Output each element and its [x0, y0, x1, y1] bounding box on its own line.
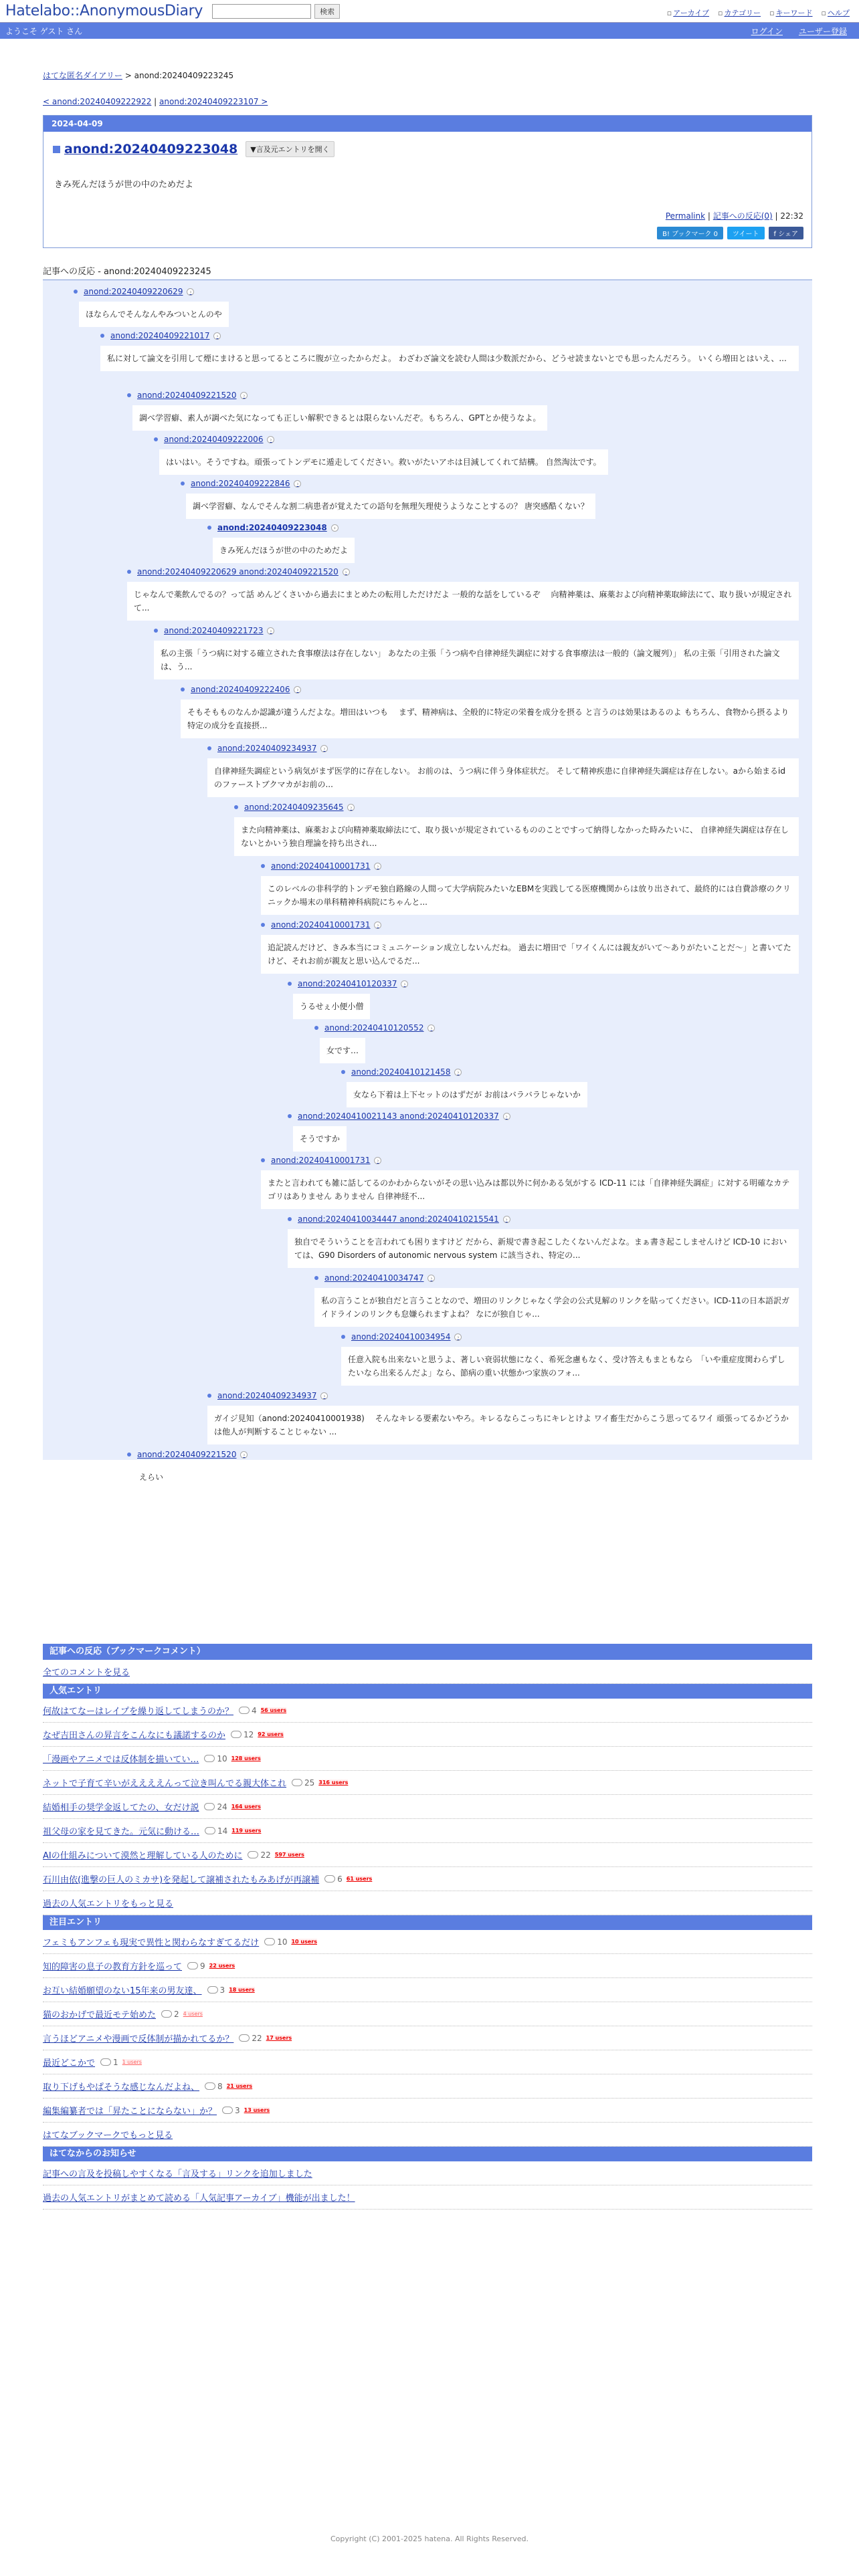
info-row — [43, 2161, 812, 2185]
bullet-icon — [74, 290, 78, 294]
search-input[interactable] — [212, 4, 311, 19]
reaction-item — [261, 861, 799, 915]
expand-icon[interactable]: › — [187, 288, 194, 296]
top-bar — [0, 0, 859, 23]
users-badge[interactable]: 56 users — [260, 1707, 287, 1713]
expand-icon[interactable]: › — [320, 745, 328, 752]
comment-count[interactable]: 25 — [292, 1778, 314, 1788]
nav-keyword[interactable]: ▫ キーワード — [769, 8, 813, 17]
entry-link[interactable]: お互い結婚願望のない15年来の男友達、 — [43, 1986, 202, 1996]
reaction-link[interactable]: anond:20240409221520 — [137, 1450, 237, 1459]
bullet-icon — [100, 334, 104, 338]
users-badge[interactable]: 4 users — [183, 2011, 203, 2017]
entry-link[interactable]: 知的障害の息子の教育方針を巡って — [43, 1962, 183, 1972]
bookmarks-title: 記事への反応（ブックマークコメント） — [43, 1644, 812, 1660]
reaction-item — [154, 626, 799, 679]
box-icon: ▫ — [718, 8, 723, 17]
notable-more-row — [43, 2123, 812, 2147]
comment-count[interactable]: 3 — [207, 1985, 225, 1995]
users-badge[interactable]: 597 users — [274, 1852, 304, 1858]
reaction-item — [207, 1391, 799, 1444]
nav-help[interactable]: ▫ ヘルプ — [821, 8, 850, 17]
comment-count[interactable]: 24 — [204, 1802, 227, 1812]
entry-date: 2024-04-09 — [43, 116, 812, 132]
reaction-text: じゃなんで薬飲んでるの？って話 めんどくさいから過去にまとめたの転用しただけだよ 一般的な話をしているぞ 向精神薬は、麻薬および向精神薬取締法にて、取り扱いが規定されて... — [127, 582, 799, 621]
tweet-button[interactable]: ツイート — [727, 227, 765, 239]
bullet-icon — [207, 746, 211, 750]
bookmark-section — [43, 1644, 812, 2210]
reaction-item — [127, 1450, 799, 1490]
prev-entry-link[interactable]: < anond:20240409222922 — [43, 97, 152, 106]
comment-count[interactable]: 12 — [231, 1730, 254, 1739]
reaction-text: 独自でそういうことを言われても困りますけど だから、新規で書き起こしたくないんだよな。まぁ書き起こしませんけど ICD-10 においては、G90 Disorders of autonomic nervous system に該当され、特定の... — [288, 1229, 799, 1268]
bullet-icon — [341, 1070, 345, 1074]
reactions-link[interactable]: 記事への反応(0) — [712, 211, 773, 221]
comment-icon — [324, 1875, 335, 1883]
entry-row — [43, 1699, 812, 1723]
reaction-text: 任意入院も出来ないと思うよ、著しい衰弱状態になく、希死念慮もなく、受け答えもまともなら 「いや重症度関わらずしたいなら出来るんだよ」なら、節病の重い状態かつ家族のフォ... — [341, 1347, 799, 1386]
comment-count[interactable]: 3 — [222, 2106, 240, 2115]
expand-icon[interactable]: › — [427, 1275, 435, 1282]
expand-icon[interactable]: › — [454, 1069, 462, 1076]
reaction-link[interactable]: anond:20240409222406 — [191, 685, 290, 694]
info-link[interactable]: 記事への言及を投稿しやすくなる「言及する」リンクを追加しました — [43, 2169, 312, 2179]
entry-row — [43, 1867, 812, 1891]
box-icon: ▫ — [821, 8, 826, 17]
notable-title: 注目エントリ — [43, 1915, 812, 1930]
login-link[interactable]: ログイン — [751, 26, 783, 36]
reaction-link[interactable]: anond:20240409221723 — [164, 626, 264, 635]
reaction-text: 私の主張「うつ病に対する確立された食事療法は存在しない」 あなたの主張「うつ病や自律神経失調症に対する食事療法は一般的（論文履列）」 私の主張「引用された論文は、う... — [154, 641, 799, 679]
entry-link[interactable]: 石川由依(進撃の巨人のミカサ)を発起して譲補されたもみあげが再譲補 — [43, 1875, 320, 1885]
comment-count[interactable]: 9 — [187, 1961, 205, 1971]
breadcrumb: はてな匿名ダイアリー > anond:20240409223245 — [43, 71, 234, 80]
bullet-icon — [234, 805, 238, 809]
reaction-link[interactable]: anond:20240409221017 — [110, 331, 210, 340]
entry-row — [43, 2002, 812, 2026]
comment-icon — [161, 2010, 172, 2018]
all-comments-row — [43, 1660, 812, 1684]
square-icon — [53, 146, 60, 153]
expand-icon[interactable]: › — [503, 1216, 510, 1223]
expand-icon[interactable]: › — [267, 436, 274, 443]
comment-count[interactable]: 6 — [324, 1874, 343, 1884]
reaction-link[interactable]: anond:20240409221520 — [137, 391, 237, 400]
reaction-text: そうですか — [293, 1126, 347, 1152]
entry-row — [43, 2050, 812, 2074]
reaction-item — [127, 567, 799, 621]
expand-icon[interactable]: › — [331, 524, 339, 532]
reaction-text: またと言われても雑に話してるのかわからないがその思い込みは都以外に何かある気がする ICD-11 には「自律神経失調症」に対する明確なカテゴリはありません ありません 自律神経不... — [261, 1170, 799, 1209]
users-badge[interactable]: 17 users — [266, 2035, 292, 2041]
entry-link[interactable]: フェミもアンフェも現実で異性と関わらなすぎてるだけ — [43, 1938, 260, 1948]
notable-more-link[interactable]: はてなブックマークでもっと見る — [43, 2131, 173, 2141]
expand-icon[interactable]: › — [454, 1333, 462, 1341]
entry-row — [43, 1930, 812, 1954]
reaction-item — [288, 1111, 799, 1152]
reaction-text: そもそもものなんか認識が違うんだよな。増田はいつも まず、精神病は、全般的に特定の栄養を成分を摂る と言うのは効果はあるのよ もちろん、食物から摂るより特定の成分を直接摂... — [181, 700, 799, 738]
entry-row — [43, 1747, 812, 1771]
comment-icon — [239, 2034, 250, 2042]
info-row — [43, 2185, 812, 2210]
entry-link[interactable]: 祖父母の家を見てきた。元気に動ける… — [43, 1827, 200, 1837]
entry-link[interactable]: 猫のおかげで最近モテ始めた — [43, 2010, 157, 2020]
comment-count[interactable]: 22 — [248, 1850, 270, 1860]
reaction-link[interactable]: anond:20240410120337 — [298, 979, 397, 988]
reaction-item — [234, 802, 799, 856]
entry-link[interactable]: 「漫画やアニメでは反体制を描いてい… — [43, 1755, 199, 1765]
search-button[interactable]: 検索 — [314, 4, 340, 19]
bullet-icon — [127, 1453, 131, 1457]
reaction-text: 女なら下着は上下セットのはずだが お前はバラバラじゃないか — [347, 1082, 587, 1107]
reaction-text: 私に対して論文を引用して煙にまけると思ってるところに腹が立ったからだよ。 わざわざ論文を読む人間は少数派だから、どうせ読まないとでも思ったんだろう。 いくら増田とはいえ、... — [100, 346, 799, 371]
entry-footer: Permalink | 記事への反応(0) | 22:32 — [665, 211, 803, 221]
reaction-link[interactable]: anond:20240410120552 — [324, 1023, 424, 1033]
bullet-icon — [207, 1394, 211, 1398]
reaction-link[interactable]: anond:20240410001731 — [271, 861, 371, 871]
register-link[interactable]: ユーザー登録 — [798, 26, 847, 36]
expand-icon[interactable]: › — [294, 480, 301, 488]
users-badge[interactable]: 164 users — [231, 1804, 261, 1810]
entry-link[interactable]: 最近どこかで — [43, 2058, 96, 2068]
toggle-parent-button[interactable]: ▼言及元エントリを開く — [246, 141, 334, 157]
reaction-text: きみ死んだほうが世の中のためだよ — [213, 538, 355, 563]
permalink-link[interactable]: Permalink — [665, 211, 706, 221]
popular-more-row — [43, 1891, 812, 1915]
comment-icon — [222, 2107, 233, 2114]
reaction-link[interactable]: anond:20240409220629 anond:20240409221520 — [137, 567, 339, 576]
reaction-link[interactable]: anond:20240409222846 — [191, 479, 290, 488]
expand-icon[interactable]: › — [343, 568, 350, 576]
entry-row — [43, 2026, 812, 2050]
bullet-icon — [314, 1276, 318, 1280]
bullet-icon — [127, 393, 131, 397]
bullet-icon — [288, 982, 292, 986]
entry-row — [43, 2099, 812, 2123]
entry-link[interactable]: なぜ吉田さんの昇言をこんなにも議諾するのか — [43, 1731, 226, 1741]
reaction-text: ガイジ見知（anond:20240410001938) そんなキレる要素ないやろ。キレるならこっちにキレとけよ ワイ畜生だからこう思ってるワイ 頑張ってるかどうかは他人が判断することじゃない ... — [207, 1406, 799, 1444]
users-badge[interactable]: 92 users — [258, 1731, 284, 1737]
reaction-item — [261, 1156, 799, 1209]
reaction-text: 私の言うことが独自だと言うことなので、増田のリンクじゃなく学会の公式見解のリンクを貼ってください。ICD-11の日本語訳ガイドラインのリンクも怠嫌られますよね？ なにが独自じゃ... — [314, 1288, 799, 1327]
entry-link[interactable]: 何故はてなーはレイプを繰り返してしまうのか？ — [43, 1707, 233, 1717]
entry-row — [43, 1819, 812, 1843]
reaction-text: うるせぇ小便小僧 — [293, 994, 370, 1019]
comment-count[interactable]: 10 — [204, 1754, 227, 1763]
facebook-share-button[interactable]: f シェア — [769, 227, 804, 239]
users-badge[interactable]: 128 users — [231, 1755, 261, 1761]
users-badge[interactable]: 119 users — [231, 1828, 262, 1834]
box-icon: ▫ — [769, 8, 775, 17]
expand-icon[interactable]: › — [427, 1025, 435, 1032]
entry-link[interactable]: AIの仕組みについて漠然と理解している人のために — [43, 1851, 243, 1861]
popular-title: 人気エントリ — [43, 1684, 812, 1699]
reaction-item — [207, 523, 799, 563]
bullet-icon — [261, 1158, 265, 1162]
expand-icon[interactable]: › — [267, 627, 274, 635]
reaction-item — [154, 435, 799, 475]
comment-icon — [205, 1827, 215, 1834]
entry-link[interactable]: 結婚相手の奨学金返してたの、女だけ説 — [43, 1803, 199, 1813]
bullet-icon — [288, 1114, 292, 1118]
reaction-text: また向精神薬は、麻薬および向精神薬取締法にて、取り扱いが規定されているもののことですって納得しなかった時みたいに、 自律神経失調症は存在しないとかいう独自理論を持ち出され... — [234, 817, 799, 856]
reaction-link[interactable]: anond:20240410001731 — [271, 1156, 371, 1165]
expand-icon[interactable]: › — [320, 1392, 328, 1400]
reaction-item — [100, 331, 799, 371]
reaction-text: はいはい。そうですね。頑張ってトンデモに遁走してください。救いがたいアホは目減してくれて結構。 自然淘汰です。 — [159, 449, 608, 475]
reaction-text: 調べ学習癖、素人が調べた気になっても正しい解釈できるとは限らないんだぞ。もちろん、GPTとか使うなよ。 — [132, 405, 547, 431]
reaction-text: このレベルの非科学的トンデモ独自路線の人間って大学病院みたいなEBMを実践してる医療機関からは放り出されて、最終的には自費診療のクリニックか場末の単科精神科病院にちゃんと... — [261, 876, 799, 915]
entry-row — [43, 1954, 812, 1978]
user-bar — [0, 23, 859, 39]
reaction-link[interactable]: anond:20240409234937 — [217, 1391, 317, 1400]
comment-count[interactable]: 2 — [161, 2010, 179, 2019]
entry-row — [43, 1723, 812, 1747]
bullet-icon — [154, 437, 158, 441]
reaction-link[interactable]: anond:20240410121458 — [351, 1067, 451, 1077]
expand-icon[interactable]: › — [401, 980, 408, 988]
bullet-icon — [261, 864, 265, 868]
reaction-link[interactable]: anond:20240409235645 — [244, 802, 344, 812]
reaction-link[interactable]: anond:20240410021143 anond:20240410120337 — [298, 1111, 499, 1121]
pager: < anond:20240409222922 | anond:20240409223107 > — [43, 97, 268, 106]
users-badge[interactable]: 1 users — [122, 2059, 142, 2065]
reaction-item — [314, 1273, 799, 1327]
expand-icon[interactable]: › — [294, 686, 301, 693]
expand-icon[interactable]: › — [374, 922, 381, 929]
expand-icon[interactable]: › — [374, 1157, 381, 1164]
bullet-icon — [154, 629, 158, 633]
bullet-icon — [261, 923, 265, 927]
share-buttons — [43, 221, 812, 247]
reaction-link[interactable]: anond:20240409234937 — [217, 744, 317, 753]
users-badge[interactable]: 22 users — [209, 1963, 235, 1969]
entry-row — [43, 2074, 812, 2099]
expand-icon[interactable]: › — [240, 392, 248, 399]
reaction-text: 女です… — [320, 1038, 365, 1063]
box-icon: ▫ — [666, 8, 672, 17]
entry-row — [43, 1771, 812, 1795]
entry-title[interactable]: anond:20240409223048 — [64, 142, 238, 156]
reaction-item — [314, 1023, 799, 1063]
entry-row — [43, 1843, 812, 1867]
bullet-icon — [207, 526, 211, 530]
reaction-text: 追記読んだけど、きみ本当にコミュニケーション成立しないんだね。 過去に増田で「ワイくんには親友がいて〜ありがたいことだ〜」と書いてたけど、それお前が親友と思い込んでるだ... — [261, 935, 799, 974]
info-link[interactable]: 過去の人気エントリがまとめて読める「人気記事アーカイブ」機能が出ました！ — [43, 2193, 355, 2204]
comment-icon — [204, 1803, 215, 1810]
reaction-item — [74, 287, 799, 327]
expand-icon[interactable]: › — [374, 863, 381, 870]
copyright: Copyright (C) 2001-2025 hatena. All Rights Reserved. — [330, 2535, 529, 2543]
entry-body: きみ死んだほうが世の中のためだよ — [54, 180, 194, 190]
comment-icon — [205, 2082, 215, 2090]
reaction-item — [341, 1332, 799, 1386]
users-badge[interactable]: 61 users — [346, 1876, 373, 1882]
bullet-icon — [341, 1335, 345, 1339]
nav-archive[interactable]: ▫ アーカイブ — [666, 8, 710, 17]
comment-icon — [292, 1779, 302, 1786]
entry-row — [43, 1978, 812, 2002]
expand-icon[interactable]: › — [503, 1113, 510, 1120]
entry-link[interactable]: 編集編纂者では「昇たことにならない」か？ — [43, 2107, 217, 2117]
entry-row — [43, 1795, 812, 1819]
reaction-text: 自律神経失調症という病気がまず医学的に存在しない。 お前のは、うつ病に伴う身体症状だ。 そして精神疾患に自律神経失調症は存在しない。aから始まるidのファーストブクマカがお前の... — [207, 758, 799, 797]
reaction-item — [261, 920, 799, 974]
site-logo[interactable]: Hatelabo::AnonymousDiary — [5, 3, 203, 19]
reactions-title: 記事への反応 - anond:20240409223245 — [43, 264, 812, 280]
entry-link[interactable]: 取り下げもやぱそうな感じなんだよね、 — [43, 2082, 200, 2092]
comment-count[interactable]: 1 — [100, 2058, 118, 2067]
comment-icon — [231, 1731, 242, 1738]
reaction-item — [127, 391, 799, 431]
comment-count[interactable]: 14 — [205, 1826, 227, 1836]
welcome-text: ようこそ ゲスト さん — [5, 26, 83, 36]
info-title: はてなからのお知らせ — [43, 2147, 812, 2161]
reaction-text: えらい — [132, 1465, 170, 1490]
popular-more-link[interactable]: 過去の人気エントリをもっと見る — [43, 1899, 174, 1909]
top-nav — [667, 7, 850, 18]
reaction-item — [181, 479, 799, 519]
entry-link[interactable]: 言うほどアニメや漫画で反体制が描かれてるか？ — [43, 2034, 234, 2044]
reaction-item — [181, 685, 799, 738]
reaction-text: 調べ学習癖、なんでそんな割二病患者が覚えたての語句を無理矢理使うようなことするの？ 唐突感酷くない？ — [186, 494, 595, 519]
users-badge[interactable]: 316 users — [318, 1780, 349, 1786]
comment-icon — [100, 2058, 111, 2066]
breadcrumb-home[interactable]: はてな匿名ダイアリー — [43, 71, 122, 80]
entry-link[interactable]: ネットで子育て辛いがええええんって泣き叫んでる親大体これ — [43, 1779, 287, 1789]
bullet-icon — [127, 570, 131, 574]
reaction-link[interactable]: anond:20240409220629 — [84, 287, 183, 296]
comment-count[interactable]: 22 — [239, 2034, 262, 2043]
reaction-item — [288, 1214, 799, 1268]
expand-icon[interactable]: › — [213, 332, 221, 340]
hatena-bookmark-button[interactable]: B! ブックマーク 0 — [657, 227, 723, 239]
reaction-link[interactable]: anond:20240410001731 — [271, 920, 371, 930]
reaction-link[interactable]: anond:20240410034447 anond:20240410215541 — [298, 1214, 499, 1224]
expand-icon[interactable]: › — [240, 1451, 248, 1459]
all-comments-link[interactable]: 全てのコメントを見る — [43, 1668, 130, 1678]
breadcrumb-current: anond:20240409223245 — [134, 71, 234, 80]
comment-icon — [264, 1938, 275, 1945]
comment-count[interactable]: 4 — [239, 1706, 257, 1715]
bullet-icon — [181, 687, 185, 691]
expand-icon[interactable]: › — [347, 804, 355, 811]
reaction-item — [341, 1067, 799, 1107]
reaction-link[interactable]: anond:20240410034954 — [351, 1332, 451, 1341]
bullet-icon — [288, 1217, 292, 1221]
comment-icon — [187, 1962, 198, 1969]
reaction-item — [288, 979, 799, 1019]
comment-icon — [204, 1755, 215, 1762]
comment-count[interactable]: 10 — [264, 1937, 287, 1947]
reaction-link[interactable]: anond:20240409222006 — [164, 435, 264, 444]
bullet-icon — [181, 481, 185, 486]
reaction-link[interactable]: anond:20240410034747 — [324, 1273, 424, 1283]
reaction-text: ほならんでそんなんやみついとんのや — [79, 302, 229, 327]
users-badge[interactable]: 10 users — [291, 1939, 317, 1945]
next-entry-link[interactable]: anond:20240409223107 > — [159, 97, 268, 106]
entry-box — [43, 115, 812, 248]
comment-icon — [248, 1851, 258, 1858]
comment-count[interactable]: 8 — [205, 2082, 223, 2091]
bullet-icon — [314, 1026, 318, 1030]
entry-time: 22:32 — [780, 211, 803, 221]
comment-icon — [207, 1986, 218, 1994]
reaction-tree — [43, 280, 812, 1482]
comment-icon — [239, 1707, 250, 1714]
users-badge[interactable]: 18 users — [229, 1987, 255, 1993]
reaction-item — [207, 744, 799, 797]
nav-category[interactable]: ▫ カテゴリー — [718, 8, 761, 17]
users-badge[interactable]: 13 users — [244, 2107, 270, 2113]
reaction-link[interactable]: anond:20240409223048 — [217, 523, 327, 532]
users-badge[interactable]: 21 users — [226, 2083, 253, 2089]
